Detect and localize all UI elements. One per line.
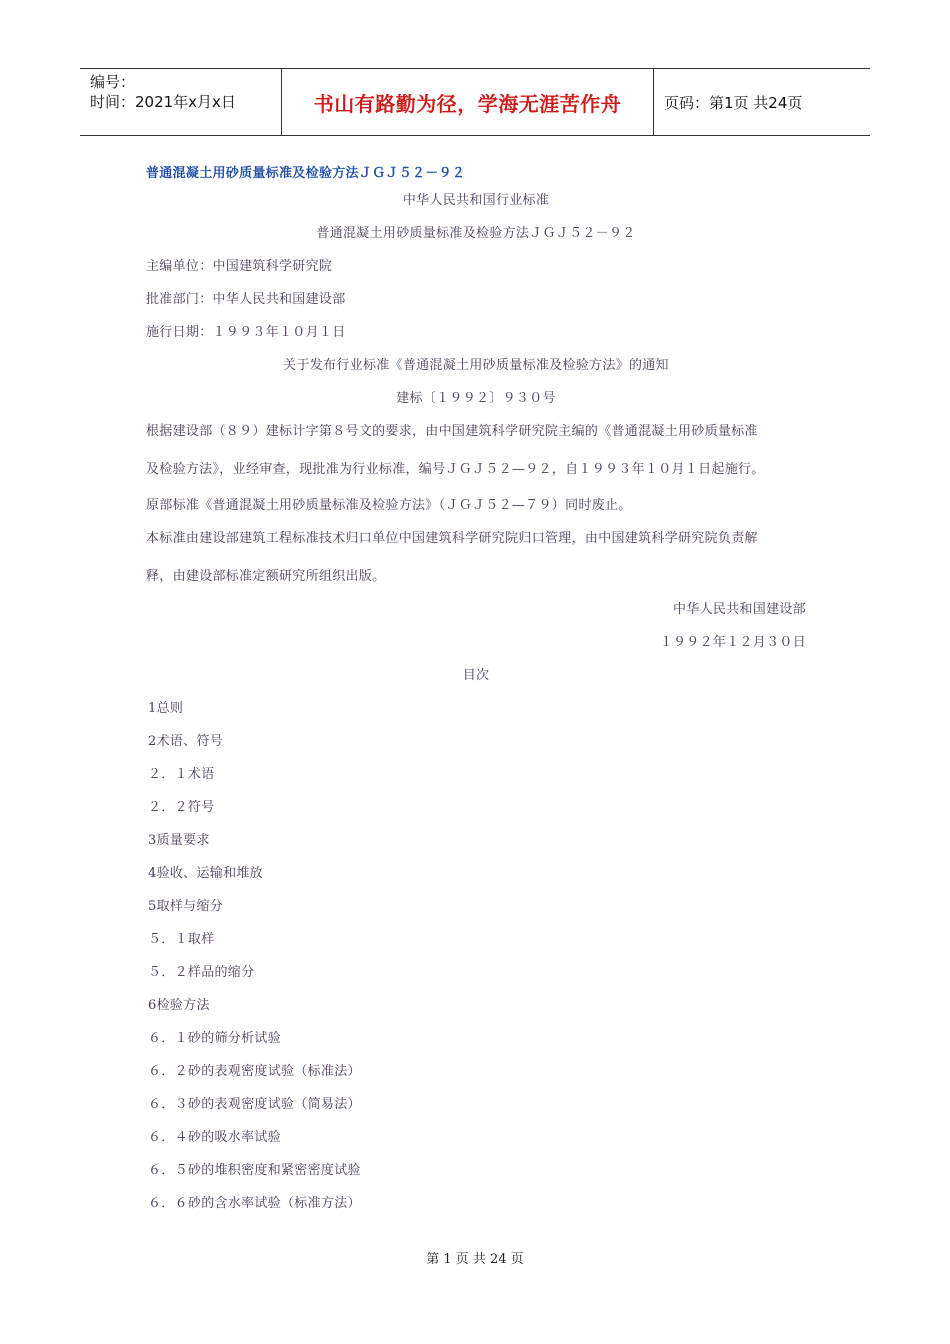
toc-item: 5取样与缩分 [148,899,224,914]
paragraph-3-line-2: 释，由建设部标准定额研究所组织出版。 [146,569,386,584]
toc-item: 6检验方法 [148,998,210,1013]
toc-item: ６．３砂的表观密度试验（简易法） [148,1097,361,1112]
effective-date: 施行日期：１９９３年１０月１日 [146,325,346,340]
standard-name: 普通混凝土用砂质量标准及检验方法ＪＧＪ５２－９２ [316,226,636,241]
signature: 中华人民共和国建设部 [672,602,806,617]
number-label: 编号： [90,73,136,91]
standard-type: 中华人民共和国行业标准 [402,193,550,208]
toc-item: 1总则 [148,701,184,716]
editor-unit: 主编单位：中国建筑科学研究院 [146,259,333,274]
paragraph-3-line-1: 本标准由建设部建筑工程标准技术归口单位中国建筑科学研究院归口管理，由中国建筑科学研究院负责解 [146,531,758,546]
header-meta [80,69,281,135]
toc-item: ６．１砂的筛分析试验 [148,1031,282,1046]
header-page-info [654,69,870,135]
toc-title: 目次 [462,668,490,683]
toc-item: 2术语、符号 [148,734,224,749]
toc-item: ２．１术语 [148,767,215,782]
approval-department: 批准部门：中华人民共和国建设部 [146,292,346,307]
header-motto-cell [281,69,654,135]
motto-text: 书山有路勤为径，学海无涯苦作舟 [313,91,622,116]
toc-item: ６．２砂的表观密度试验（标准法） [148,1064,361,1079]
header-table [80,68,870,136]
toc-item: ６．６砂的含水率试验（标准方法） [148,1196,361,1211]
toc-item: 3质量要求 [148,833,210,848]
notice-number: 建标〔１９９２〕９３０号 [396,391,556,406]
paragraph-2: 原部标准《普通混凝土用砂质量标准及检验方法》（ＪＧＪ５２—７９）同时废止。 [146,498,632,513]
page-info-text: 页码：第1页 共24页 [664,93,803,112]
toc-item: ６．５砂的堆积密度和紧密密度试验 [148,1163,361,1178]
toc-item: ６．４砂的吸水率试验 [148,1130,282,1145]
signature-date: １９９２年１２月３０日 [659,635,806,650]
toc-item: ５．１取样 [148,932,215,947]
toc-item: ５．２样品的缩分 [148,965,255,980]
paragraph-1-line-2: 及检验方法》，业经审查，现批准为行业标准，编号ＪＧＪ５２—９２，自１９９３年１０月１日起施行。 [146,462,765,477]
paragraph-1-line-1: 根据建设部（８９）建标计字第８号文的要求，由中国建筑科学研究院主编的《普通混凝土用砂质量标准 [146,424,758,439]
time-label: 时间：2021年x月x日 [90,93,236,111]
document-title: 普通混凝土用砂质量标准及检验方法ＪＧＪ５２－９２ [146,166,466,181]
page-footer: 第 1 页 共 24 页 [426,1252,524,1267]
notice-title: 关于发布行业标准《普通混凝土用砂质量标准及检验方法》的通知 [283,358,669,373]
toc-item: ２．２符号 [148,800,215,815]
toc-item: 4验收、运输和堆放 [148,866,263,881]
